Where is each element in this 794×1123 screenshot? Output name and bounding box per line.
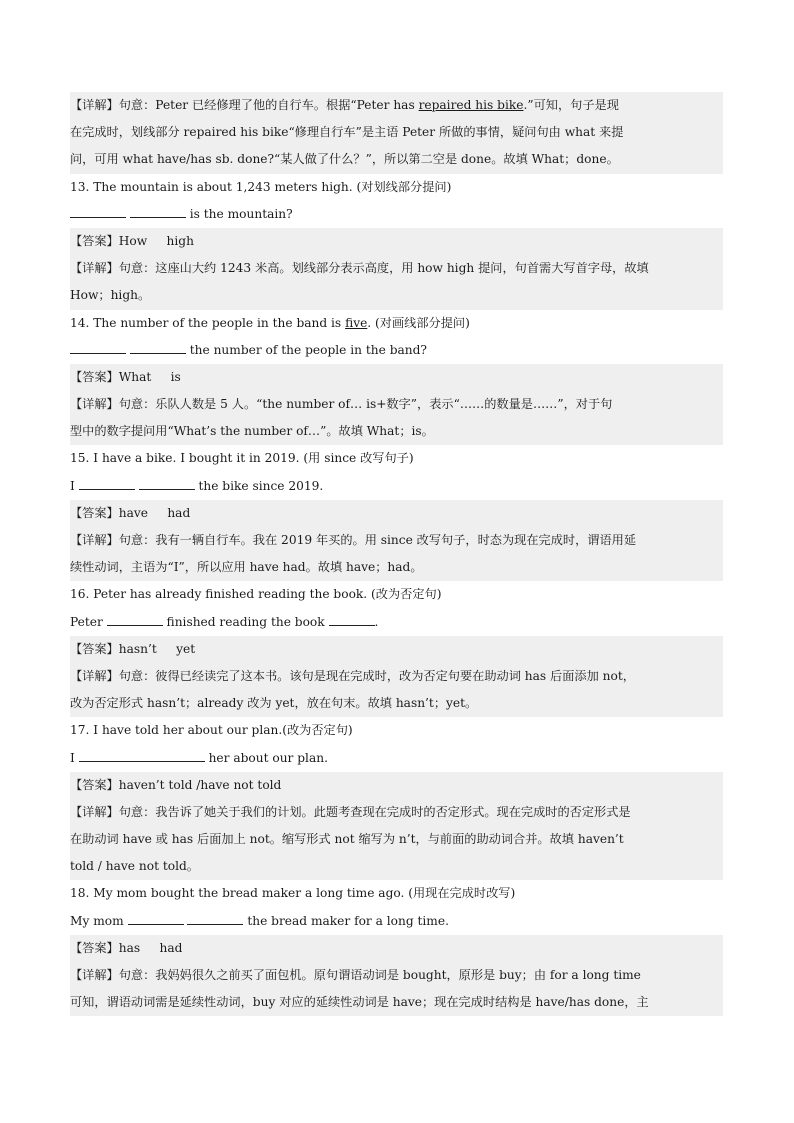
text-run: 【详解】句意：我告诉了她关于我们的计划。此题考查现在完成时的否定形式。现在完成时的否定形式是: [70, 804, 631, 819]
text-line: [70, 717, 723, 744]
explanation-block: [70, 799, 723, 881]
text-line: [70, 745, 723, 772]
question-block: [70, 880, 723, 934]
text-run: .”可知，句子是现: [523, 98, 619, 112]
text-line: [70, 663, 723, 690]
answer-block: [70, 772, 723, 799]
text-line: [70, 418, 723, 445]
text-line: [70, 609, 723, 636]
text-line: [70, 636, 723, 663]
text-run: 14. The number of the people in the band is: [70, 315, 346, 330]
text-run: Peter: [70, 614, 107, 629]
underlined-text: repaired his bike: [418, 98, 524, 112]
text-line: [70, 282, 723, 309]
text-run: 15. I have a bike. I bought it in 2019. (用 since 改写句子): [70, 451, 414, 466]
text-run: 17. I have told her about our plan.(改为否定句): [70, 723, 353, 738]
text-run: 【答案】have had: [70, 505, 191, 520]
text-line: [70, 935, 723, 962]
answer-blank: [107, 611, 163, 626]
text-run: .: [374, 614, 379, 629]
document-page: [70, 92, 723, 1016]
text-run: 【详解】句意：我妈妈很久之前买了面包机。原句谓语动词是 bought，原形是 buy；由 for a long time: [70, 968, 641, 982]
text-run: her about our plan.: [204, 750, 328, 765]
text-line: [70, 989, 723, 1016]
question-block: [70, 717, 723, 771]
text-run: 在完成时，划线部分 repaired his bike“修理自行车”是主语 Peter 所做的事情，疑问句由 what 来提: [70, 125, 624, 140]
text-run: 【详解】句意：这座山大约 1243 米高。划线部分表示高度，用 how high 提问，句首需大写首字母，故填: [70, 261, 649, 276]
answer-blank: [79, 747, 205, 762]
explanation-block: [70, 92, 723, 174]
text-run: . (对画线部分提问): [367, 315, 470, 330]
text-line: [70, 119, 723, 146]
text-line: [70, 201, 723, 228]
text-line: [70, 310, 723, 337]
text-line: [70, 527, 723, 554]
answer-blank: [130, 203, 186, 218]
answer-blank: [70, 203, 126, 218]
text-line: [70, 337, 723, 364]
answer-blank: [139, 475, 195, 490]
text-run: 【详解】句意：Peter 已经修理了他的自行车。根据“Peter has: [70, 98, 419, 112]
text-line: [70, 581, 723, 608]
text-run: 【答案】hasn’t yet: [70, 641, 196, 656]
text-line: [70, 445, 723, 472]
explanation-block: [70, 962, 723, 1016]
text-line: [70, 364, 723, 391]
text-line: [70, 908, 723, 935]
text-line: [70, 500, 723, 527]
explanation-block: [70, 663, 723, 717]
text-run: the bike since 2019.: [194, 478, 324, 493]
answer-blank: [79, 475, 135, 490]
text-line: [70, 962, 723, 989]
text-run: 【答案】How high: [70, 233, 194, 248]
text-run: I: [70, 750, 79, 765]
text-run: 【答案】has had: [70, 940, 183, 955]
text-run: 续性动词，主语为“I”，所以应用 have had。故填 have；had。: [70, 560, 423, 575]
question-block: [70, 445, 723, 499]
explanation-block: [70, 527, 723, 581]
answer-block: [70, 636, 723, 663]
text-run: 【详解】句意：我有一辆自行车。我在 2019 年买的。用 since 改写句子，时态为现在完成时，谓语用延: [70, 533, 637, 547]
text-run: 改为否定形式 hasn’t；already 改为 yet，放在句末。故填 hasn’t；yet。: [70, 696, 478, 711]
text-line: [70, 391, 723, 418]
answer-blank: [329, 611, 375, 626]
text-line: [70, 473, 723, 500]
answer-block: [70, 935, 723, 962]
answer-block: [70, 500, 723, 527]
text-run: How；high。: [70, 288, 151, 303]
answer-blank: [187, 910, 243, 925]
explanation-block: [70, 255, 723, 309]
text-run: 16. Peter has already finished reading the book. (改为否定句): [70, 587, 442, 602]
text-line: [70, 772, 723, 799]
text-line: [70, 826, 723, 853]
answer-blank: [128, 910, 184, 925]
text-line: [70, 880, 723, 907]
text-run: 【详解】句意：彼得已经读完了这本书。该句是现在完成时，改为否定句要在助动词 has 后面添加 not，: [70, 668, 635, 683]
text-run: the number of the people in the band?: [185, 342, 427, 357]
answer-block: [70, 228, 723, 255]
answer-block: [70, 364, 723, 391]
text-line: [70, 799, 723, 826]
question-block: [70, 310, 723, 364]
question-block: [70, 174, 723, 228]
text-run: finished reading the book: [162, 614, 329, 629]
text-line: [70, 690, 723, 717]
answer-blank: [130, 339, 186, 354]
text-line: [70, 554, 723, 581]
text-run: 问，可用 what have/has sb. done?“某人做了什么？”，所以第二空是 done。故填 What；done。: [70, 152, 619, 167]
text-run: 18. My mom bought the bread maker a long time ago. (用现在完成时改写): [70, 886, 516, 901]
text-run: 型中的数字提问用“What’s the number of…”。故填 What；is。: [70, 424, 434, 439]
underlined-text: five: [345, 315, 368, 330]
explanation-block: [70, 391, 723, 445]
text-run: 【答案】What is: [70, 369, 181, 384]
text-line: [70, 146, 723, 173]
text-line: [70, 92, 723, 119]
text-line: [70, 174, 723, 201]
text-line: [70, 228, 723, 255]
text-run: told / have not told。: [70, 859, 199, 874]
text-run: 可知，谓语动词需是延续性动词，buy 对应的延续性动词是 have；现在完成时结构是 have/has done，主: [70, 995, 649, 1010]
text-run: 在助动词 have 或 has 后面加上 not。缩写形式 not 缩写为 n’t，与前面的助动词合并。故填 haven’t: [70, 832, 624, 847]
text-run: the bread maker for a long time.: [243, 913, 449, 928]
text-line: [70, 853, 723, 880]
text-run: 【详解】句意：乐队人数是 5 人。“the number of… is+数字”，表示“……的数量是……”，对于句: [70, 397, 613, 412]
text-line: [70, 255, 723, 282]
text-run: is the mountain?: [185, 206, 293, 221]
text-run: My mom: [70, 913, 128, 928]
text-run: 【答案】haven’t told /have not told: [70, 777, 282, 792]
answer-blank: [70, 339, 126, 354]
text-run: 13. The mountain is about 1,243 meters high. (对划线部分提问): [70, 179, 452, 194]
text-run: I: [70, 478, 79, 493]
question-block: [70, 581, 723, 635]
